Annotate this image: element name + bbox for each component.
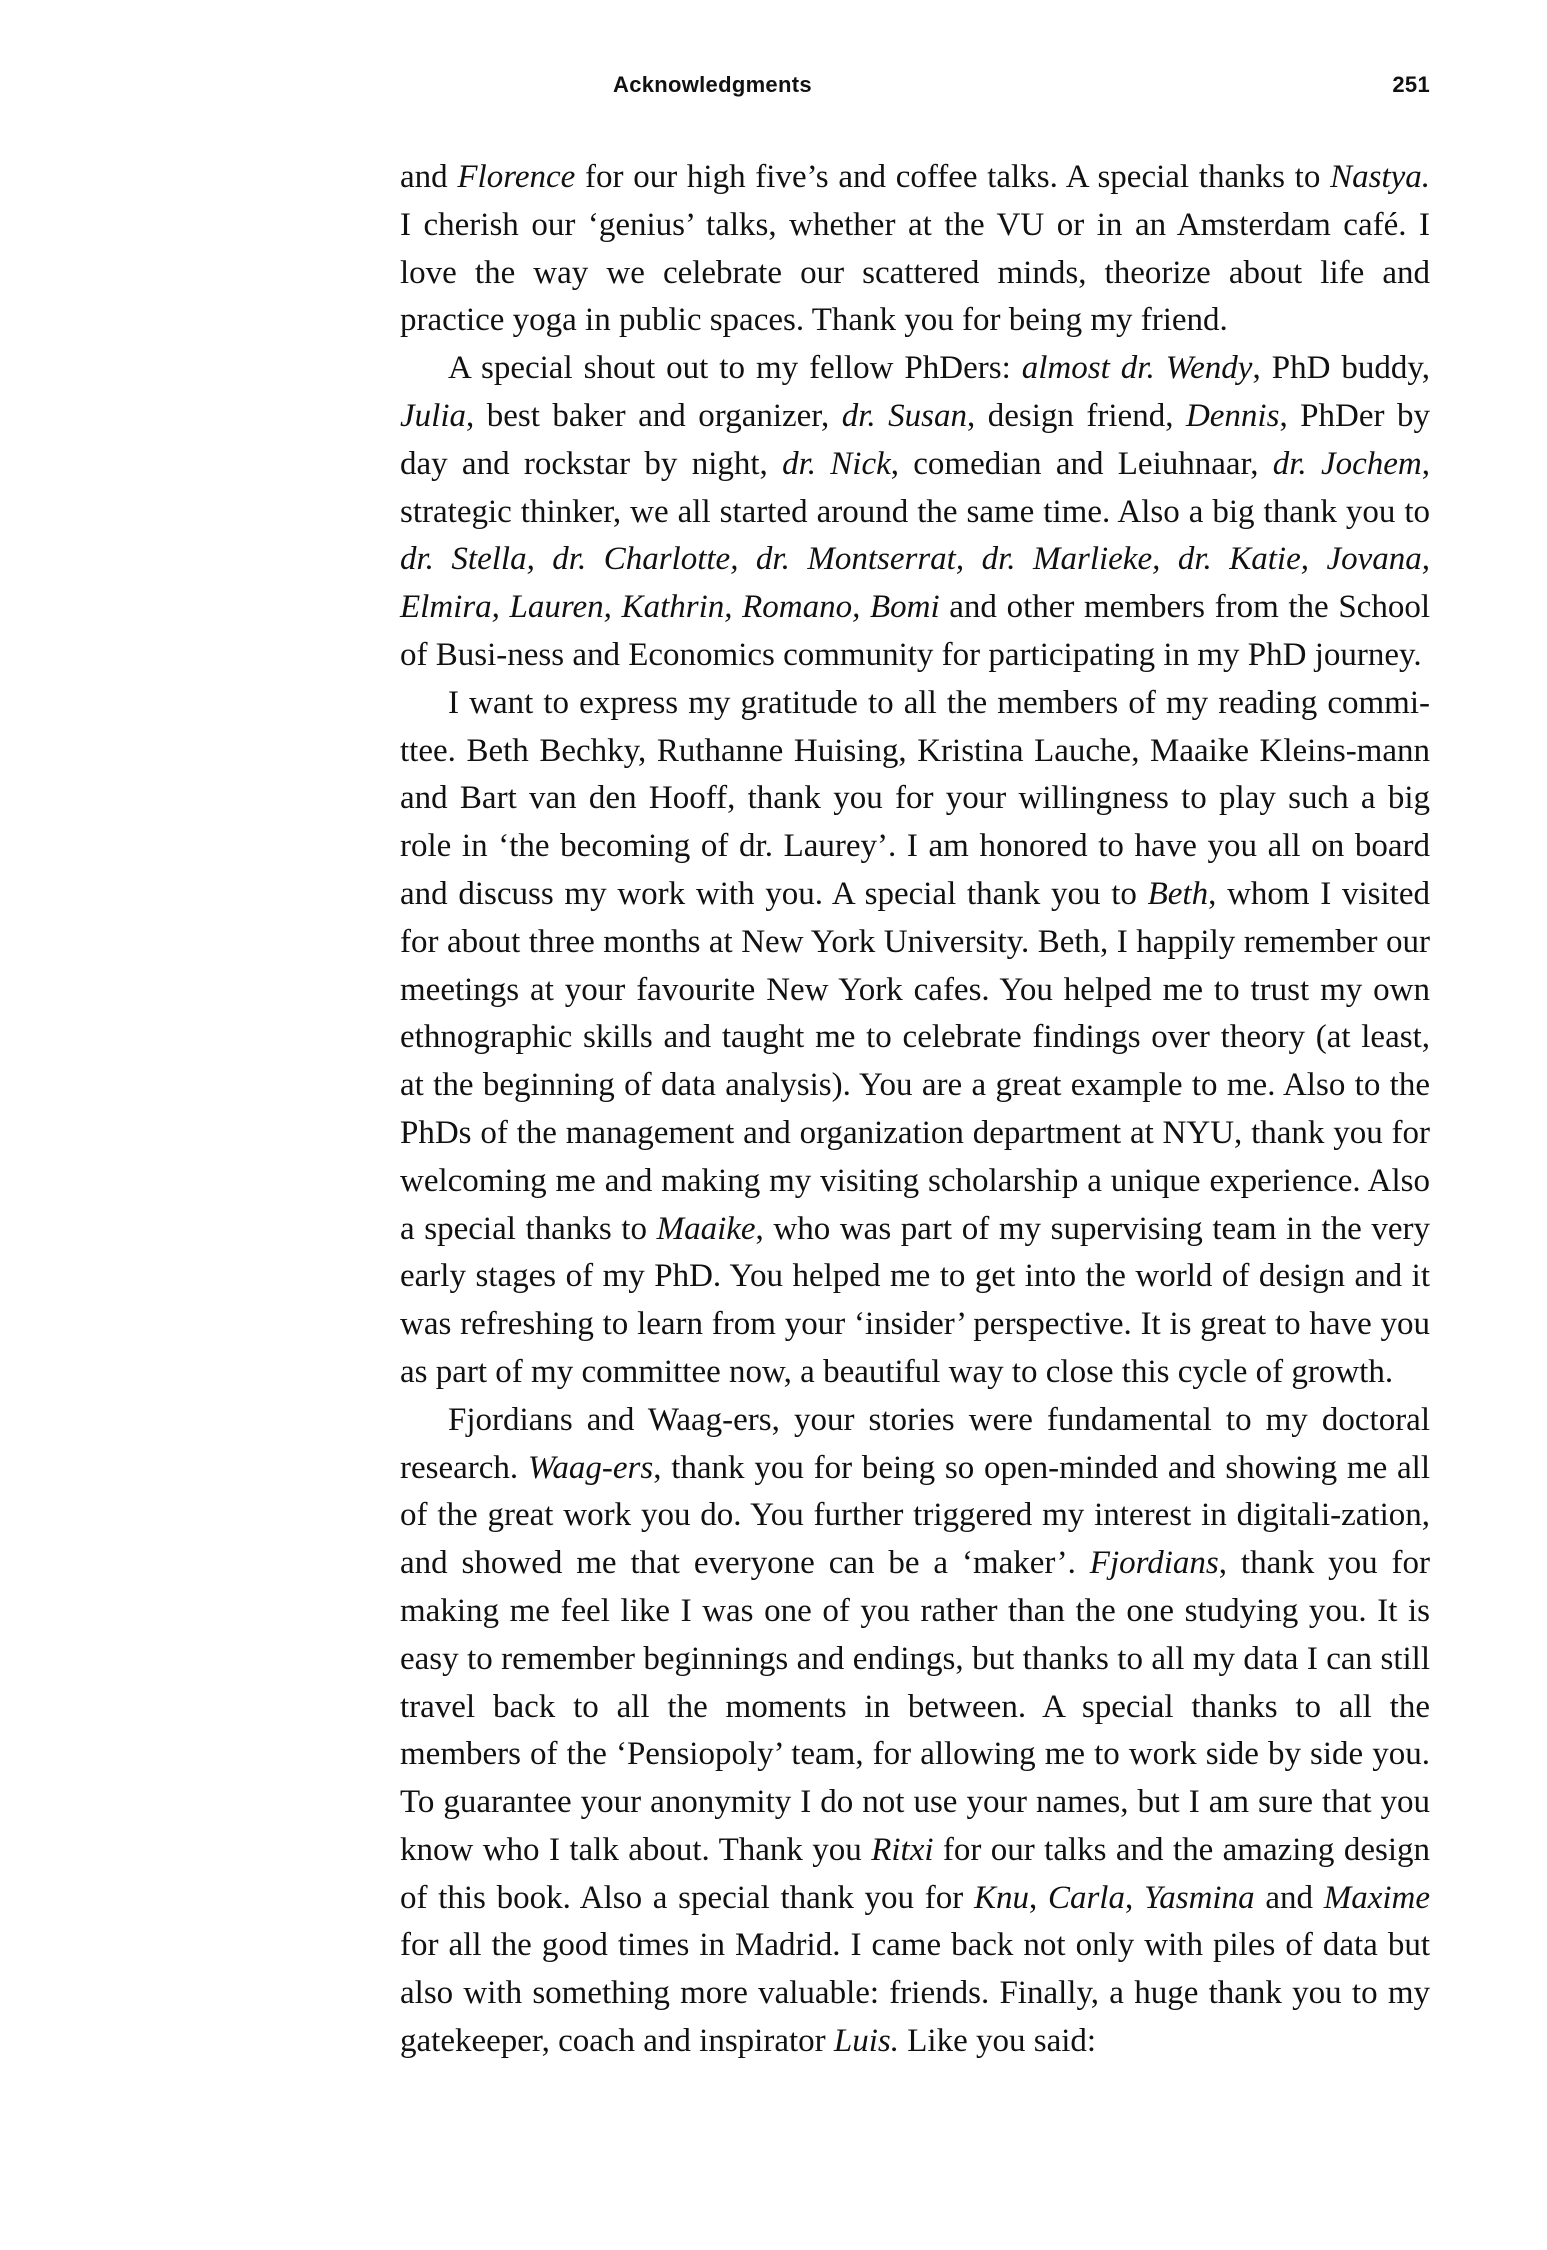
italic-name: Maxime	[1323, 1879, 1430, 1916]
page-number: 251	[1392, 72, 1430, 97]
running-title: Acknowledgments	[613, 72, 812, 97]
body-text	[400, 154, 1430, 2066]
page-header	[400, 66, 1430, 106]
italic-name: dr. Stella, dr. Charlotte, dr. Montserrat, dr. Marlieke, dr. Katie, Jovana, Elmira, Lauren, Kathrin, Romano, Bomi	[400, 541, 1430, 626]
italic-name: Dennis	[1185, 397, 1280, 434]
paragraph-3: I want to express my gratitude to all the members of my reading commi-ttee. Beth Bechky, Ruthanne Huising, Kristina Lauche, Maaike Kleins-mann and Bart van den Hooff, thank you for your willingness to play such a big role in ‘the becoming of dr. Laurey’. I am honored to have you all on board and discuss my work with you. A special thank you to Beth, whom I visited for about three months at New York University. Beth, I happily remember our meetings at your favourite New York cafes. You helped me to trust my own ethnographic skills and taught me to celebrate findings over theory (at least, at the beginning of data analysis). You are a great example to me. Also to the PhDs of the management and organization department at NYU, thank you for welcoming me and making my visiting scholarship a unique experience. Also a special thanks to Maaike, who was part of my supervising team in the very early stages of my PhD. You helped me to get into the world of design and it was refreshing to learn from your ‘insider’ perspective. It is great to have you as part of my committee now, a beautiful way to close this cycle of growth.	[400, 684, 1431, 1390]
italic-name: Fjordians	[1089, 1545, 1219, 1582]
paragraph-1: and Florence for our high five’s and coffee talks. A special thanks to Nastya. I cherish our ‘genius’ talks, whether at the VU or in an Amsterdam café. I love the way we celebrate our scattered minds, theorize about life and practice yoga in public spaces. Thank you for being my friend.	[400, 159, 1430, 339]
italic-name: Nastya.	[1330, 159, 1430, 195]
italic-name: dr. Nick	[782, 445, 891, 482]
italic-name: Beth	[1147, 875, 1209, 912]
italic-name: dr. Susan	[841, 397, 967, 434]
italic-name: Yasmina	[1143, 1879, 1255, 1916]
italic-name: Florence	[457, 159, 576, 195]
italic-name: Julia	[400, 397, 466, 434]
italic-name: Waag-ers	[527, 1449, 654, 1486]
italic-name: Carla	[1047, 1879, 1125, 1916]
paragraph-4: Fjordians and Waag-ers, your stories were fundamental to my doctoral research. Waag-ers, thank you for being so open-minded and showing me all of the great work you do. You further triggered my interest in digitali-zation, and showed me that everyone can be a ‘maker’. Fjordians, thank you for making me feel like I was one of you rather than the one studying you. It is easy to remember beginnings and endings, but thanks to all my data I can still travel back to all the moments in between. A special thanks to all the members of the ‘Pensiopoly’ team, for allowing me to work side by side you. To guarantee your anonymity I do not use your names, but I am sure that you know who I talk about. Thank you Ritxi for our talks and the amazing design of this book. Also a special thank you for Knu, Carla, Yasmina and Maxime for all the good times in Madrid. I came back not only with piles of data but also with something more valuable: friends. Finally, a huge thank you to my gatekeeper, coach and inspirator Luis. Like you said:	[400, 1401, 1430, 2060]
italic-name: dr. Jochem	[1272, 445, 1422, 482]
italic-name: Ritxi	[871, 1831, 934, 1868]
italic-name: Knu	[973, 1879, 1029, 1916]
italic-name: Luis.	[833, 2023, 900, 2060]
italic-name: Maaike	[656, 1210, 756, 1247]
italic-name: almost dr. Wendy	[1021, 350, 1253, 387]
paragraph-2: A special shout out to my fellow PhDers: almost dr. Wendy, PhD buddy, Julia, best baker and organizer, dr. Susan, design friend, Dennis, PhDer by day and rockstar by night, dr. Nick, comedian and Leiuhnaar, dr. Jochem, strategic thinker, we all started around the same time. Also a big thank you to dr. Stella, dr. Charlotte, dr. Montserrat, dr. Marlieke, dr. Katie, Jovana, Elmira, Lauren, Kathrin, Romano, Bomi and other members from the School of Busi-ness and Economics community for participating in my PhD journey.	[400, 350, 1431, 673]
